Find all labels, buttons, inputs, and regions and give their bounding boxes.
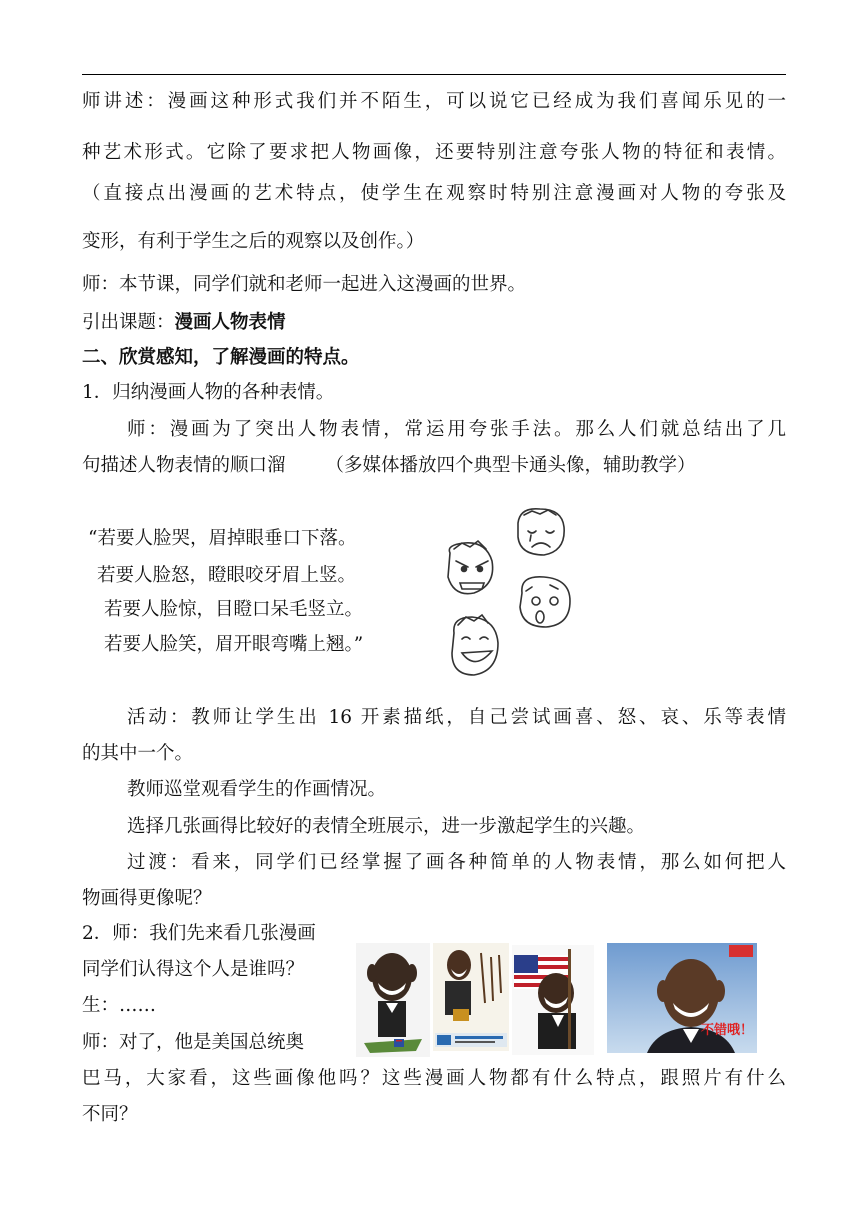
paragraph-1-line-1: 师讲述：漫画这种形式我们并不陌生，可以说它已经成为我们喜闻乐见的一 — [82, 91, 786, 112]
crying-face-icon — [518, 509, 564, 555]
showcase-line: 选择几张画得比较好的表情全班展示，进一步激起学生的兴趣。 — [127, 816, 646, 837]
paragraph-1-line-2: 种艺术形式。它除了要求把人物画像，还要特别注意夸张人物的特征和表情。 — [82, 142, 786, 163]
caricature-image-1 — [356, 943, 430, 1057]
item-2-line-2: 同学们认得这个人是谁吗？ — [82, 959, 305, 980]
paragraph-3-line-2-text: 句描述人物表情的顺口溜 — [82, 455, 286, 476]
paragraph-1-line-3: （直接点出漫画的艺术特点，使学生在观察时特别注意漫画对人物的夸张及 — [82, 183, 786, 204]
poem-line-1: “若要人脸哭，眉掉眼垂口下落。 — [88, 528, 357, 549]
cartoon-faces-illustration — [440, 505, 580, 685]
caricature-image-3 — [512, 945, 594, 1055]
paragraph-2: 师：本节课，同学们就和老师一起进入这漫画的世界。 — [82, 274, 527, 295]
paragraph-1-line-4: 变形，有利于学生之后的观察以及创作。） — [82, 231, 425, 252]
section-2-heading: 二、欣赏感知，了解漫画的特点。 — [82, 347, 360, 368]
topic-prefix: 引出课题： — [82, 312, 175, 333]
caricature-image-2 — [433, 943, 509, 1051]
header-rule — [82, 74, 786, 75]
photo-caption: 不错哦！ — [701, 1022, 754, 1037]
paragraph-3-line-2 — [82, 454, 786, 478]
activity-line-2: 的其中一个。 — [82, 743, 194, 764]
topic-title: 漫画人物表情 — [174, 312, 286, 333]
paragraph-3-line-1: 师：漫画为了突出人物表情，常运用夸张手法。那么人们就总结出了几 — [127, 419, 786, 440]
paragraph-3-line-2-note: （多媒体播放四个典型卡通头像，辅助教学） — [325, 455, 696, 476]
laughing-face-icon — [452, 615, 498, 675]
item-2-line-1: 2．师：我们先来看几张漫画 — [82, 923, 316, 944]
angry-face-icon — [448, 541, 493, 594]
transition-line-2: 物画得更像呢？ — [82, 888, 212, 909]
item-2-line-3: 生：…… — [82, 995, 157, 1016]
item-2-line-5: 巴马，大家看，这些画像他吗？这些漫画人物都有什么特点，跟照片有什么 — [82, 1068, 786, 1089]
transition-line-1: 过渡：看来，同学们已经掌握了画各种简单的人物表情，那么如何把人 — [127, 852, 786, 873]
item-1-heading: 1．归纳漫画人物的各种表情。 — [82, 382, 335, 403]
poem-line-2: 若要人脸怒，瞪眼咬牙眉上竖。 — [97, 565, 357, 586]
topic-line — [82, 311, 786, 335]
item-2-line-4: 师：对了，他是美国总统奥 — [82, 1032, 305, 1053]
teacher-observe: 教师巡堂观看学生的作画情况。 — [127, 779, 387, 800]
activity-line-1: 活动：教师让学生出 16 开素描纸，自己尝试画喜、怒、哀、乐等表情 — [127, 707, 786, 728]
surprised-face-icon — [520, 577, 570, 627]
poem-line-4: 若要人脸笑，眉开眼弯嘴上翘。” — [104, 634, 364, 655]
item-2-line-6: 不同？ — [82, 1104, 138, 1125]
poem-line-3: 若要人脸惊，目瞪口呆毛竖立。 — [104, 599, 364, 620]
